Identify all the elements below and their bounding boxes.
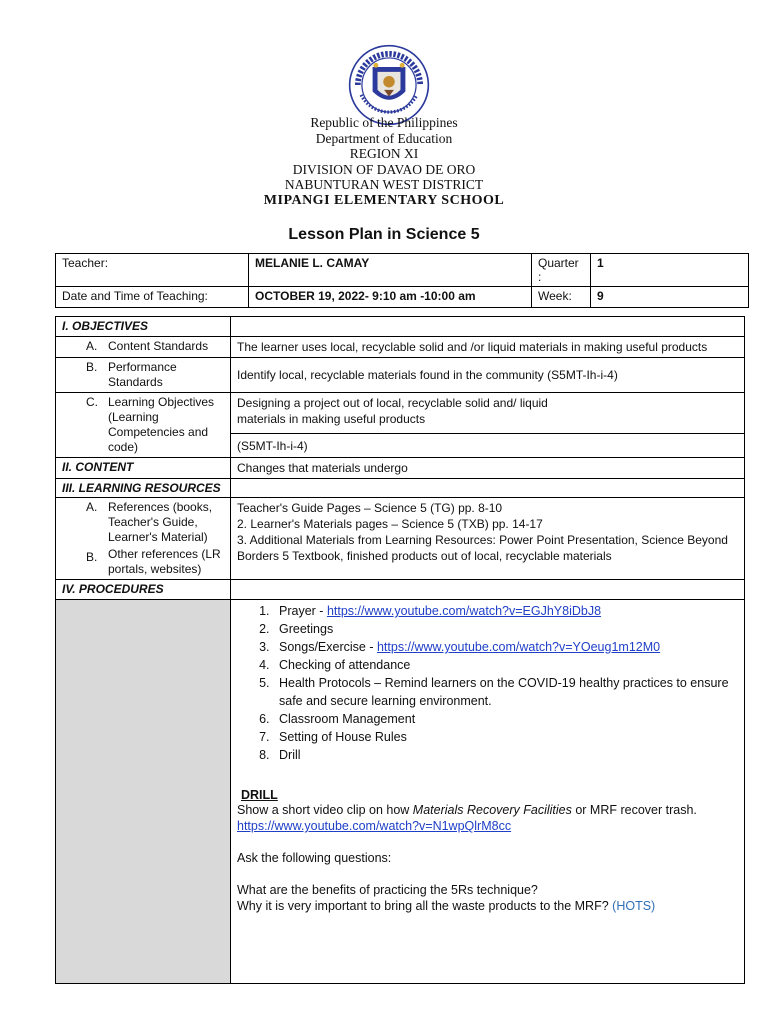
row-label: Learning Objectives (Learning Competencies and code) [108,395,215,454]
date-value: OCTOBER 19, 2022- 9:10 am -10:00 am [249,287,532,308]
header-line: REGION XI [349,146,419,161]
learning-objectives-code: (S5MT-Ih-i-4) [231,434,745,458]
teacher-value: MELANIE L. CAMAY [249,254,532,287]
school-name: MIPANGI ELEMENTARY SCHOOL [263,192,505,208]
deped-seal [348,44,430,126]
list-letter: C. [86,395,98,409]
prayer-link[interactable]: https://www.youtube.com/watch?v=EGJhY8iDbJ8 [326,604,602,618]
content-standards-label [56,337,231,358]
list-item: 8. Drill [273,746,738,764]
row-label: Content Standards [108,339,209,353]
list-item: 3. Songs/Exercise - https://www.youtube.com/watch?v=YOeug1m12M0 [273,638,738,656]
resources-heading: III. LEARNING RESOURCES [56,479,231,498]
header-line: Republic of the Philippines [310,115,458,130]
quarter-value: 1 [591,254,749,287]
week-value: 9 [591,287,749,308]
content-heading: II. CONTENT [56,458,231,479]
question-1: What are the benefits of practicing the 5Rs technique? [237,883,538,897]
info-table [55,253,749,308]
empty-cell [231,479,745,498]
objectives-heading: I. OBJECTIVES [56,317,231,337]
songs-exercise-link[interactable]: https://www.youtube.com/watch?v=YOeug1m12M0 [376,640,661,654]
header-line: DIVISION OF DAVAO DE ORO [292,161,476,177]
quarter-label: Quarter : [532,254,591,287]
references-value [231,498,745,580]
lesson-plan-table [55,316,745,984]
teacher-label: Teacher: [56,254,249,287]
header-line: NABUNTURAN WEST DISTRICT [284,177,484,192]
page-title: Lesson Plan in Science 5 [288,226,480,243]
reference-line: 2. Learner's Materials pages – Science 5 (TXB) pp. 14-17 [237,517,543,531]
procedures-content [231,600,745,984]
list-item: 4. Checking of attendance [273,656,738,674]
references-label [56,498,231,580]
list-item: 2. Greetings [273,620,738,638]
list-letter: B. [86,360,98,374]
performance-standards-value: Identify local, recyclable materials found in the community (S5MT-Ih-i-4) [231,358,745,393]
question-2: Why it is very important to bring all the waste products to the MRF? (HOTS) [237,899,656,913]
procedures-heading: IV. PROCEDURES [56,580,231,600]
row-label: Performance Standards [108,360,177,389]
hots-tag: (HOTS) [612,899,656,913]
reference-line: Teacher's Guide Pages – Science 5 (TG) pp. 8-10 [237,501,503,515]
drill-text: Show a short video clip on how Materials Recovery Facilities or MRF recover trash. [237,803,697,817]
letterhead [0,115,768,209]
list-item: 6. Classroom Management [273,710,738,728]
preliminary-list [237,602,738,764]
list-item: 7. Setting of House Rules [273,728,738,746]
empty-cell [231,580,745,600]
content-standards-value: The learner uses local, recyclable solid and /or liquid materials in making useful products [231,337,745,358]
row-label: Other references (LR portals, websites) [108,547,221,576]
procedures-shaded-cell [56,600,231,984]
drill-video-link[interactable]: https://www.youtube.com/watch?v=N1wpQlrM8cc [237,819,512,833]
performance-standards-label [56,358,231,393]
header-line: Department of Education [315,130,453,146]
learning-objectives-value: Designing a project out of local, recyclable solid and/ liquid materials in making useful products [231,393,745,434]
content-value: Changes that materials undergo [231,458,745,479]
drill-heading: DRILL [241,788,278,802]
list-letter: B. [86,550,98,564]
row-label: References (books, Teacher's Guide, Learner's Material) [108,500,213,544]
learning-objectives-label [56,393,231,458]
list-item: 1. Prayer - https://www.youtube.com/watch?v=EGJhY8iDbJ8 [273,602,738,620]
ask-text: Ask the following questions: [237,851,392,865]
list-item: 5. Health Protocols – Remind learners on the COVID-19 healthy practices to ensure safe and secure learning environment. [273,674,738,710]
date-label: Date and Time of Teaching: [56,287,249,308]
empty-cell [231,317,745,337]
list-letter: A. [86,339,98,353]
list-letter: A. [86,500,98,514]
week-label: Week: [532,287,591,308]
reference-line: 3. Additional Materials from Learning Resources: Power Point Presentation, Science Beyond Borders 5 Textbook, finished products out of local, recyclable materials [237,533,728,563]
